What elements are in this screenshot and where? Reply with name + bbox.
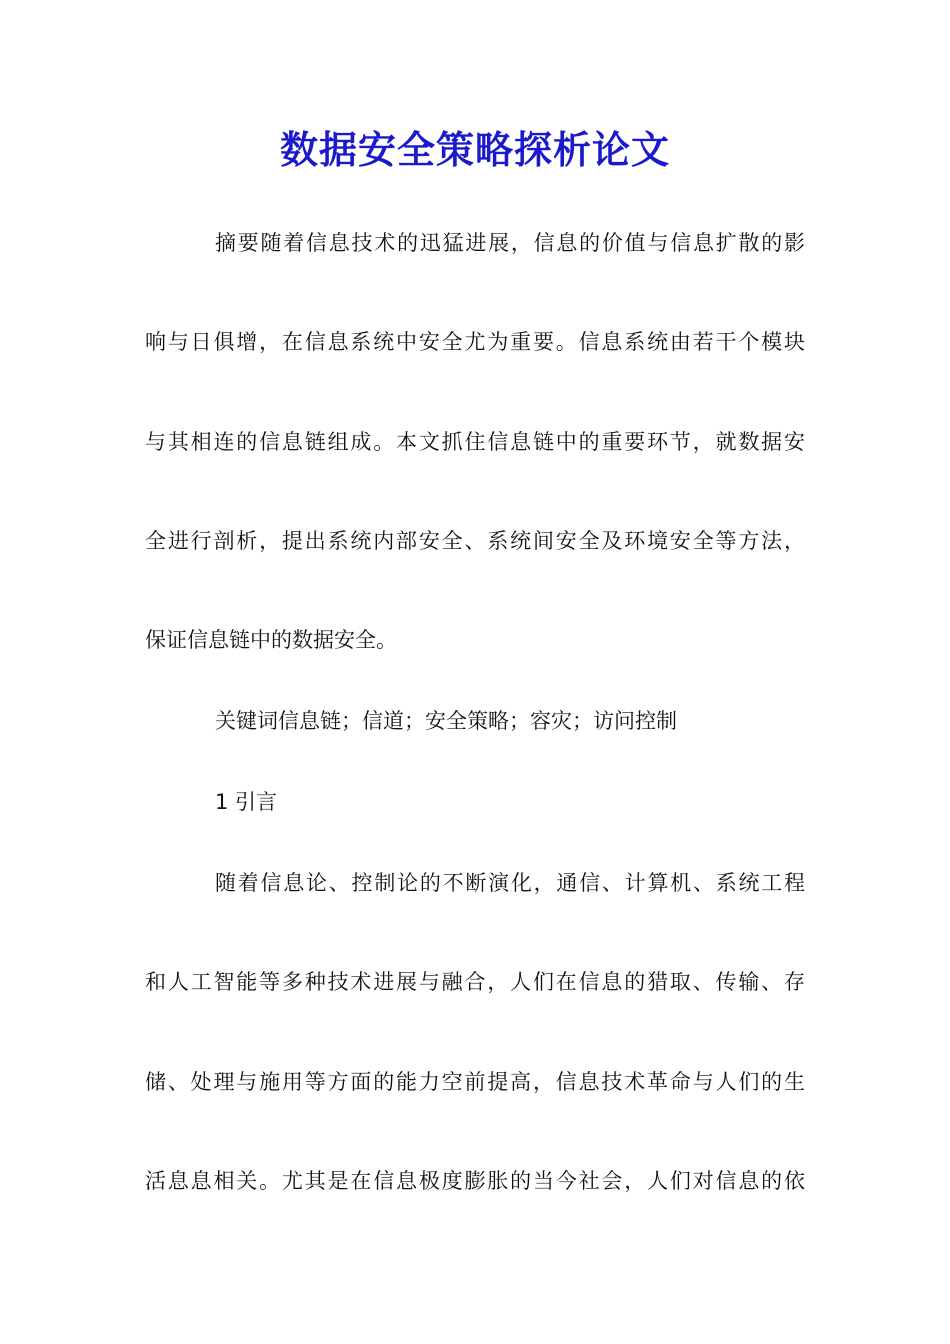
abstract-line-5: 保证信息链中的数据安全。: [145, 628, 397, 652]
abstract-line-1: 摘要随着信息技术的迅猛进展，信息的价值与信息扩散的影: [215, 231, 805, 255]
abstract-line-4: 全进行剖析，提出系统内部安全、系统间安全及环境安全等方法，: [145, 529, 805, 553]
section-heading-introduction: 1 引言: [215, 790, 278, 814]
body-line-4: 活息息相关。尤其是在信息极度膨胀的当今社会，人们对信息的依: [145, 1169, 805, 1193]
body-line-1: 随着信息论、控制论的不断演化，通信、计算机、系统工程: [215, 871, 805, 895]
abstract-line-2: 响与日俱增，在信息系统中安全尤为重要。信息系统由若干个模块: [145, 330, 805, 354]
body-line-2: 和人工智能等多种技术进展与融合，人们在信息的猎取、传输、存: [145, 970, 805, 994]
abstract-line-3: 与其相连的信息链组成。本文抓住信息链中的重要环节，就数据安: [145, 430, 805, 454]
keywords-line: 关键词信息链；信道；安全策略；容灾；访问控制: [215, 709, 677, 733]
document-title: 数据安全策略探析论文: [279, 127, 670, 172]
body-line-3: 储、处理与施用等方面的能力空前提高，信息技术革命与人们的生: [145, 1070, 805, 1094]
